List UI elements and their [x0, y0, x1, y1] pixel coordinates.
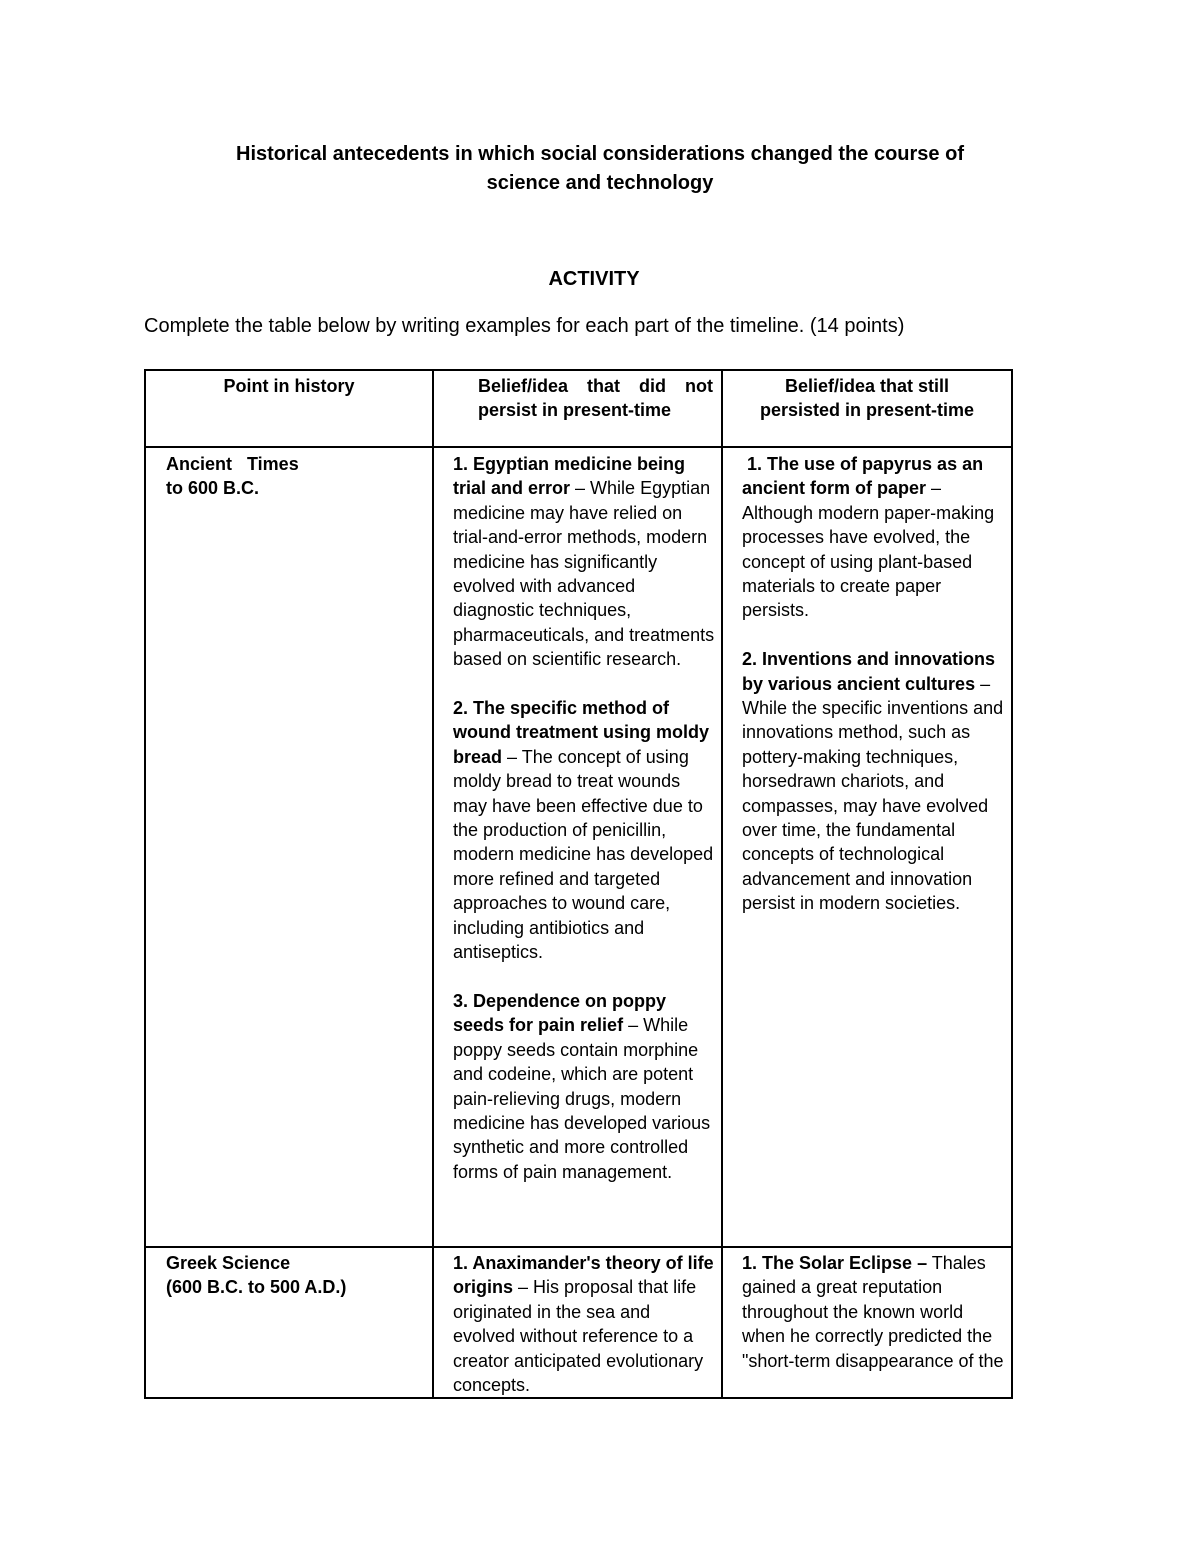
- period-cell: [145, 447, 433, 1247]
- header-not-persisted-line-2: persist in present-time: [478, 400, 672, 421]
- header-persisted: [722, 370, 1012, 447]
- list-item: 1. The use of papyrus as an ancient form of paper – Although modern paper-making processes have evolved, the concept of using plant-based materials to create paper persists.: [742, 454, 1000, 621]
- period-line-1: Greek Science: [166, 1253, 291, 1273]
- list-item: 3. Dependence on poppy seeds for pain relief – While poppy seeds contain morphine and codeine, which are potent pain-relieving drugs, modern medicine has developed various synthetic and more controlled forms of pain management.: [453, 990, 711, 1182]
- header-not-persisted-line-1: Belief/idea that did not: [478, 376, 713, 396]
- table-row: [145, 447, 1012, 1247]
- persisted-cell: [722, 1247, 1012, 1398]
- list-item: 1. The Solar Eclipse – Thales gained a great reputation throughout the known world when he correctly predicted the "short-term disappearance of the: [742, 1253, 1004, 1371]
- table-row: [145, 1247, 1012, 1398]
- list-item: 2. The specific method of wound treatment using moldy bread – The concept of using moldy bread to treat wounds may have been effective due to the production of penicillin, modern medicine has developed more refined and targeted approaches to wound care, including antibiotics and antiseptics.: [453, 698, 714, 963]
- not-persisted-cell: [433, 1247, 722, 1398]
- table-header-row: [145, 370, 1012, 447]
- instruction-text: Complete the table below by writing examples for each part of the timeline. (14 points): [144, 315, 905, 337]
- period-cell: [145, 1247, 433, 1398]
- list-item: 1. Anaximander's theory of life origins – His proposal that life originated in the sea and evolved without reference to a creator anticipated evolutionary concepts.: [453, 1253, 714, 1396]
- persisted-cell: [722, 447, 1012, 1247]
- title-line-2: science and technology: [486, 172, 714, 194]
- period-line-2: to 600 B.C.: [166, 478, 260, 499]
- title-line-1: Historical antecedents in which social considerations changed the course of: [236, 143, 964, 165]
- period-line-1: Ancient Times: [166, 454, 299, 474]
- timeline-table: [144, 369, 1013, 1399]
- header-persisted-line-1: Belief/idea that still: [784, 376, 950, 396]
- period-line-2: (600 B.C. to 500 A.D.): [166, 1277, 347, 1298]
- list-item: 2. Inventions and innovations by various ancient cultures – While the specific inventions and innovations method, such as pottery-making techniques, horsedrawn chariots, and compasses, may have evolved over time, the fundamental concepts of technological advancement and innovation persist in modern societies.: [742, 649, 1004, 914]
- header-not-persisted: [433, 370, 722, 447]
- not-persisted-cell: [433, 447, 722, 1247]
- list-item: 1. Egyptian medicine being trial and error – While Egyptian medicine may have relied on trial-and-error methods, modern medicine has significantly evolved with advanced diagnostic techniques, pharmaceuticals, and treatments based on scientific research.: [453, 454, 715, 670]
- header-point-in-history: Point in history: [145, 370, 433, 447]
- header-persisted-line-2: persisted in present-time: [759, 400, 975, 421]
- activity-heading: ACTIVITY: [548, 268, 640, 290]
- document-title: [0, 140, 1200, 198]
